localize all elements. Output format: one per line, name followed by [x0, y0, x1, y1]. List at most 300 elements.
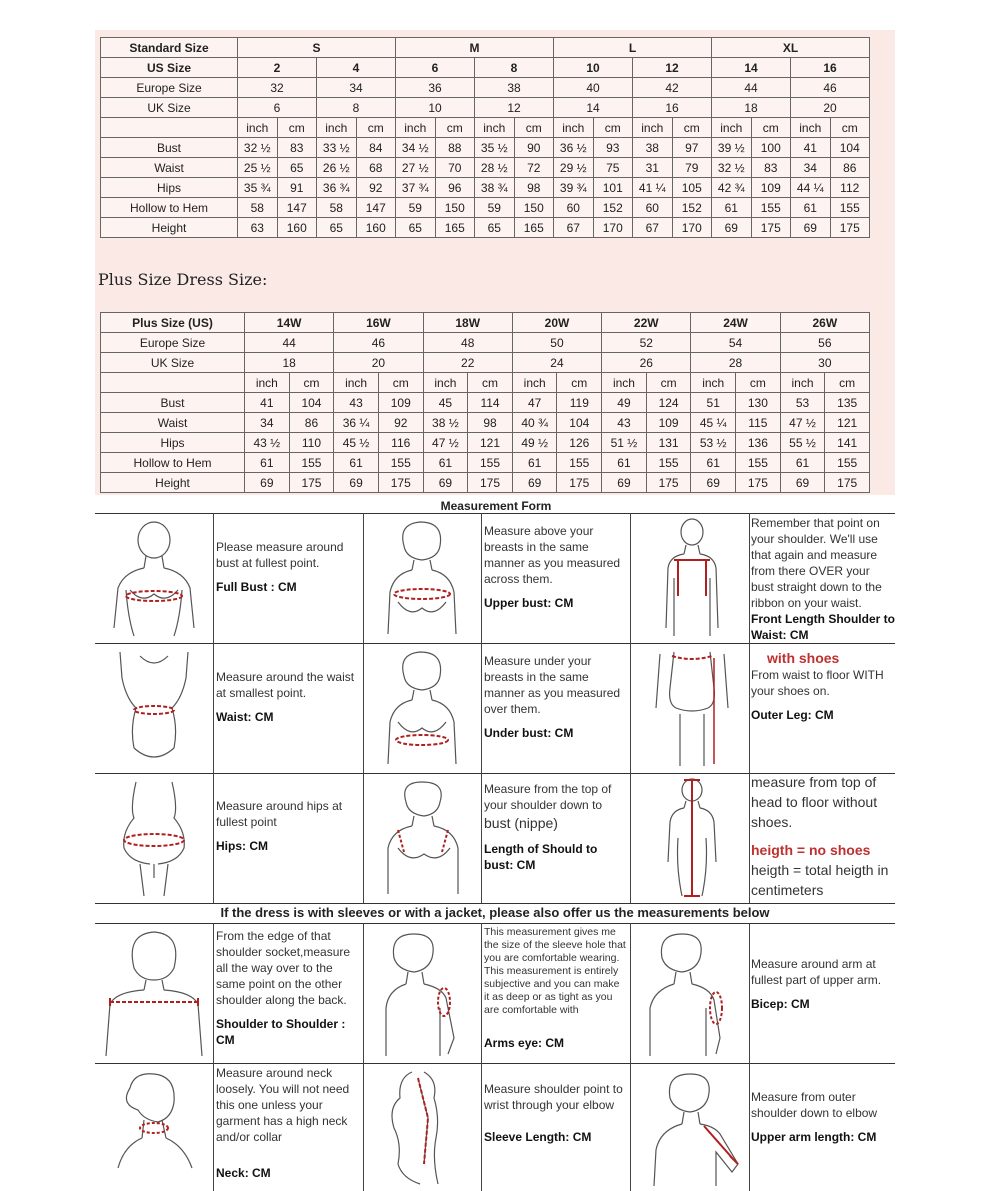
table-cell: 35 ½: [475, 138, 515, 158]
table-cell: inch: [602, 373, 647, 393]
table-cell: 56: [780, 333, 869, 353]
table-cell: XL: [712, 38, 870, 58]
table-cell: 72: [514, 158, 554, 178]
table-cell: 69: [334, 473, 379, 493]
table-row: [101, 473, 870, 493]
table-cell: 47 ½: [423, 433, 468, 453]
table-cell: cm: [646, 373, 691, 393]
table-cell: inch: [712, 118, 752, 138]
row-label: Height: [101, 218, 238, 238]
table-cell: 91: [277, 178, 317, 198]
table-cell: 16: [791, 58, 870, 78]
table-cell: 12: [475, 98, 554, 118]
arms-eye-desc: This measurement gives me the size of the sleeve hole that you are comfortable wearing. This measurement is entirely subjective and you can make it as deep or as tight as you are comfortable with: [484, 926, 626, 1016]
table-cell: 40 ¾: [512, 413, 557, 433]
table-cell: 112: [830, 178, 870, 198]
table-cell: 136: [736, 433, 781, 453]
table-cell: 175: [557, 473, 602, 493]
table-cell: 16W: [334, 313, 423, 333]
table-cell: 42 ¾: [712, 178, 752, 198]
should-to-bust-desc: Measure from the top of your shoulder down to: [484, 782, 612, 812]
bicep-desc: Measure around arm at fullest part of upper arm.: [751, 957, 882, 987]
table-cell: 61: [512, 453, 557, 473]
table-cell: 49: [602, 393, 647, 413]
table-cell: 170: [672, 218, 712, 238]
table-row: [101, 178, 870, 198]
table-cell: 135: [825, 393, 870, 413]
table-row: [101, 78, 870, 98]
table-cell: 55 ½: [780, 433, 825, 453]
table-cell: 43: [334, 393, 379, 413]
table-cell: 104: [557, 413, 602, 433]
hips-label: Hips: CM: [216, 839, 268, 853]
table-cell: L: [554, 38, 712, 58]
table-cell: 175: [751, 218, 791, 238]
table-cell: 147: [277, 198, 317, 218]
table-cell: 46: [334, 333, 423, 353]
table-cell: cm: [356, 118, 396, 138]
table-cell: 8: [475, 58, 554, 78]
full-bust-figure: [100, 518, 208, 638]
table-cell: 131: [646, 433, 691, 453]
table-cell: 59: [475, 198, 515, 218]
table-cell: 175: [378, 473, 423, 493]
table-cell: 83: [751, 158, 791, 178]
front-length-desc: Remember that point on your shoulder. We'll use that again and measure from there OVER your bust straight down to the ribbon on your waist.: [751, 516, 882, 610]
row-label: Standard Size: [101, 38, 238, 58]
upper-arm-desc: Measure from outer shoulder down to elbow: [751, 1090, 878, 1120]
table-cell: 41: [245, 393, 290, 413]
table-cell: 69: [712, 218, 752, 238]
table-row: [101, 313, 870, 333]
under-bust-cell: [484, 653, 627, 741]
table-cell: cm: [825, 373, 870, 393]
neck-label: Neck: CM: [216, 1166, 271, 1180]
row-label: Hollow to Hem: [101, 198, 238, 218]
standard-size-table: [100, 37, 870, 238]
table-cell: 38 ¾: [475, 178, 515, 198]
table-cell: 155: [289, 453, 334, 473]
table-cell: cm: [289, 373, 334, 393]
table-cell: 92: [356, 178, 396, 198]
table-row: [101, 333, 870, 353]
arms-eye-cell: [484, 926, 627, 1050]
table-cell: inch: [396, 118, 436, 138]
waist-desc: Measure around the waist at smallest point.: [216, 670, 355, 700]
table-cell: 150: [435, 198, 475, 218]
outer-leg-figure: [640, 648, 745, 768]
table-cell: 69: [245, 473, 290, 493]
table-cell: 48: [423, 333, 512, 353]
table-cell: cm: [751, 118, 791, 138]
table-cell: 45 ½: [334, 433, 379, 453]
table-cell: 44: [245, 333, 334, 353]
arms-eye-figure: [368, 928, 476, 1058]
table-cell: 175: [830, 218, 870, 238]
table-cell: 44 ¼: [791, 178, 831, 198]
table-cell: 53: [780, 393, 825, 413]
front-length-label: Front Length Shoulder to Waist: CM: [751, 612, 895, 642]
bicep-figure: [640, 928, 745, 1058]
table-cell: 20: [334, 353, 423, 373]
table-cell: 18: [245, 353, 334, 373]
table-cell: 60: [633, 198, 673, 218]
table-cell: cm: [672, 118, 712, 138]
table-cell: 160: [277, 218, 317, 238]
height-no-shoes-note: heigth = no shoes: [751, 842, 871, 858]
table-cell: 2: [238, 58, 317, 78]
table-cell: 75: [593, 158, 633, 178]
table-cell: 37 ¾: [396, 178, 436, 198]
arms-eye-label: Arms eye: CM: [484, 1036, 565, 1050]
table-cell: inch: [633, 118, 673, 138]
table-cell: cm: [514, 118, 554, 138]
upper-arm-figure: [640, 1068, 745, 1188]
row-label: Height: [101, 473, 245, 493]
table-cell: 35 ¾: [238, 178, 278, 198]
table-cell: 46: [791, 78, 870, 98]
table-cell: 33 ½: [317, 138, 357, 158]
table-cell: 10: [554, 58, 633, 78]
height-desc2: heigth = total heigth in centimeters: [751, 862, 889, 898]
row-label: UK Size: [101, 98, 238, 118]
neck-cell: [216, 1065, 360, 1181]
outer-leg-label: Outer Leg: CM: [751, 708, 834, 722]
table-cell: 18W: [423, 313, 512, 333]
outer-leg-cell: [751, 649, 895, 723]
sleeve-label: Sleeve Length: CM: [484, 1130, 592, 1144]
table-cell: 175: [736, 473, 781, 493]
table-cell: 32: [238, 78, 317, 98]
table-cell: 34 ½: [396, 138, 436, 158]
table-cell: 20: [791, 98, 870, 118]
table-cell: inch: [780, 373, 825, 393]
table-cell: cm: [435, 118, 475, 138]
table-cell: 100: [751, 138, 791, 158]
full-bust-label: Full Bust : CM: [216, 580, 297, 594]
table-cell: 36 ¼: [334, 413, 379, 433]
neck-figure: [100, 1068, 208, 1188]
table-cell: 61: [602, 453, 647, 473]
table-cell: 61: [712, 198, 752, 218]
table-cell: 28 ½: [475, 158, 515, 178]
plus-size-table: [100, 312, 870, 493]
table-cell: cm: [830, 118, 870, 138]
table-cell: 25 ½: [238, 158, 278, 178]
under-bust-label: Under bust: CM: [484, 726, 574, 740]
table-cell: 116: [378, 433, 423, 453]
table-cell: 160: [356, 218, 396, 238]
shoulder-desc: From the edge of that shoulder socket,measure all the way over to the same point on the other shoulder along the back.: [216, 929, 351, 1007]
table-cell: 96: [435, 178, 475, 198]
table-cell: 6: [396, 58, 475, 78]
row-label: Hollow to Hem: [101, 453, 245, 473]
plus-size-title: Plus Size Dress Size:: [98, 270, 268, 289]
table-cell: 109: [646, 413, 691, 433]
shoulder-to-shoulder-figure: [100, 928, 208, 1058]
table-cell: 18: [712, 98, 791, 118]
table-cell: 69: [512, 473, 557, 493]
table-cell: 28: [691, 353, 780, 373]
table-cell: 54: [691, 333, 780, 353]
row-label: UK Size: [101, 353, 245, 373]
table-cell: 61: [791, 198, 831, 218]
table-cell: 104: [830, 138, 870, 158]
row-label: [101, 373, 245, 393]
table-cell: inch: [423, 373, 468, 393]
table-cell: 52: [602, 333, 691, 353]
table-cell: 84: [356, 138, 396, 158]
table-cell: 61: [780, 453, 825, 473]
table-row: [101, 433, 870, 453]
should-to-bust-label: Length of Should to bust: CM: [484, 842, 598, 872]
table-cell: 20W: [512, 313, 601, 333]
row-label: Europe Size: [101, 333, 245, 353]
row-label: Bust: [101, 138, 238, 158]
table-row: [101, 138, 870, 158]
table-cell: 30: [780, 353, 869, 373]
table-cell: S: [238, 38, 396, 58]
table-cell: 10: [396, 98, 475, 118]
table-cell: 83: [277, 138, 317, 158]
table-cell: inch: [512, 373, 557, 393]
upper-arm-label: Upper arm length: CM: [751, 1130, 877, 1144]
table-cell: 155: [830, 198, 870, 218]
table-cell: 155: [646, 453, 691, 473]
upper-bust-cell: [484, 523, 627, 611]
table-cell: 43 ½: [245, 433, 290, 453]
table-cell: 114: [468, 393, 513, 413]
table-cell: 60: [554, 198, 594, 218]
table-cell: 39 ¾: [554, 178, 594, 198]
table-cell: 49 ½: [512, 433, 557, 453]
form-divider: [95, 1063, 895, 1064]
table-cell: 31: [633, 158, 673, 178]
under-bust-figure: [368, 648, 476, 768]
table-cell: 44: [712, 78, 791, 98]
table-cell: 59: [396, 198, 436, 218]
table-cell: 14: [554, 98, 633, 118]
upper-bust-figure: [368, 518, 476, 638]
table-cell: 155: [468, 453, 513, 473]
table-cell: 109: [378, 393, 423, 413]
table-row: [101, 453, 870, 473]
table-cell: 4: [317, 58, 396, 78]
row-label: Europe Size: [101, 78, 238, 98]
table-cell: 155: [736, 453, 781, 473]
table-cell: 65: [277, 158, 317, 178]
table-cell: 61: [245, 453, 290, 473]
table-cell: cm: [736, 373, 781, 393]
height-cell: [751, 772, 895, 900]
table-row: [101, 118, 870, 138]
table-cell: 150: [514, 198, 554, 218]
table-row: [101, 373, 870, 393]
table-cell: 175: [825, 473, 870, 493]
table-cell: 175: [289, 473, 334, 493]
table-cell: 38: [633, 138, 673, 158]
table-row: [101, 158, 870, 178]
form-divider: [95, 923, 895, 924]
form-divider: [95, 903, 895, 904]
table-cell: 90: [514, 138, 554, 158]
table-cell: 39 ½: [712, 138, 752, 158]
table-cell: inch: [245, 373, 290, 393]
bicep-label: Bicep: CM: [751, 997, 810, 1011]
table-cell: 155: [825, 453, 870, 473]
bicep-cell: [751, 956, 895, 1012]
table-cell: 121: [825, 413, 870, 433]
table-cell: 36 ¾: [317, 178, 357, 198]
table-cell: 26: [602, 353, 691, 373]
table-cell: 8: [317, 98, 396, 118]
table-cell: 101: [593, 178, 633, 198]
table-cell: cm: [557, 373, 602, 393]
table-cell: 22W: [602, 313, 691, 333]
table-cell: 98: [468, 413, 513, 433]
table-cell: 152: [672, 198, 712, 218]
waist-label: Waist: CM: [216, 710, 274, 724]
table-cell: 68: [356, 158, 396, 178]
table-cell: 155: [557, 453, 602, 473]
table-cell: 79: [672, 158, 712, 178]
table-cell: 109: [751, 178, 791, 198]
table-cell: cm: [378, 373, 423, 393]
row-label: Waist: [101, 158, 238, 178]
table-cell: 26W: [780, 313, 869, 333]
full-bust-desc: Please measure around bust at fullest point.: [216, 540, 344, 570]
table-cell: inch: [334, 373, 379, 393]
sleeve-cell: [484, 1081, 627, 1145]
row-label: Plus Size (US): [101, 313, 245, 333]
measurement-form-title: Measurement Form: [440, 499, 552, 513]
table-cell: 152: [593, 198, 633, 218]
shoulder-label: Shoulder to Shoulder : CM: [216, 1017, 346, 1047]
table-cell: 45: [423, 393, 468, 413]
table-cell: 165: [435, 218, 475, 238]
front-length-figure: [640, 518, 745, 638]
table-cell: cm: [468, 373, 513, 393]
table-cell: 69: [423, 473, 468, 493]
table-cell: 155: [378, 453, 423, 473]
table-cell: 51: [691, 393, 736, 413]
table-cell: 115: [736, 413, 781, 433]
table-row: [101, 218, 870, 238]
height-desc: measure from top of head to floor without shoes.: [751, 774, 878, 830]
row-label: Bust: [101, 393, 245, 413]
table-cell: 124: [646, 393, 691, 413]
table-cell: 43: [602, 413, 647, 433]
table-cell: 42: [633, 78, 712, 98]
table-cell: 93: [593, 138, 633, 158]
table-cell: 47: [512, 393, 557, 413]
table-cell: 32 ½: [712, 158, 752, 178]
table-cell: 92: [378, 413, 423, 433]
table-cell: 65: [317, 218, 357, 238]
table-cell: 175: [468, 473, 513, 493]
table-cell: 58: [317, 198, 357, 218]
table-cell: 119: [557, 393, 602, 413]
table-cell: 61: [334, 453, 379, 473]
table-cell: 69: [780, 473, 825, 493]
full-bust-cell: [216, 539, 360, 595]
waist-figure: [100, 648, 208, 768]
table-cell: 58: [238, 198, 278, 218]
should-to-bust-cell: [484, 781, 627, 873]
table-cell: 105: [672, 178, 712, 198]
table-cell: cm: [277, 118, 317, 138]
row-label: [101, 118, 238, 138]
table-cell: 38 ½: [423, 413, 468, 433]
table-cell: 24: [512, 353, 601, 373]
table-cell: 155: [751, 198, 791, 218]
table-cell: 69: [602, 473, 647, 493]
row-label: Hips: [101, 178, 238, 198]
row-label: US Size: [101, 58, 238, 78]
neck-desc: Measure around neck loosely. You will not need this one unless your garment has a high neck and/or collar: [216, 1066, 350, 1144]
table-cell: 29 ½: [554, 158, 594, 178]
table-cell: 34: [791, 158, 831, 178]
table-cell: 88: [435, 138, 475, 158]
table-cell: 22: [423, 353, 512, 373]
table-cell: 130: [736, 393, 781, 413]
table-cell: 61: [691, 453, 736, 473]
table-row: [101, 353, 870, 373]
table-cell: 45 ¼: [691, 413, 736, 433]
table-cell: 69: [691, 473, 736, 493]
table-cell: 170: [593, 218, 633, 238]
table-row: [101, 393, 870, 413]
row-label: Hips: [101, 433, 245, 453]
table-row: [101, 38, 870, 58]
table-cell: inch: [691, 373, 736, 393]
table-cell: 98: [514, 178, 554, 198]
outer-leg-shoes-note: with shoes: [767, 650, 840, 666]
table-cell: 67: [633, 218, 673, 238]
table-cell: inch: [475, 118, 515, 138]
table-cell: inch: [238, 118, 278, 138]
front-length-cell: [751, 515, 895, 643]
table-cell: 121: [468, 433, 513, 453]
table-cell: 65: [396, 218, 436, 238]
table-cell: 70: [435, 158, 475, 178]
hips-desc: Measure around hips at fullest point: [216, 799, 343, 829]
table-cell: cm: [593, 118, 633, 138]
table-cell: 50: [512, 333, 601, 353]
table-cell: M: [396, 38, 554, 58]
measurement-form: [95, 513, 895, 1191]
table-cell: 61: [423, 453, 468, 473]
height-figure: [640, 778, 745, 898]
table-cell: 63: [238, 218, 278, 238]
upper-bust-desc: Measure above your breasts in the same manner as you measured across them.: [484, 524, 621, 586]
table-cell: 67: [554, 218, 594, 238]
table-cell: 165: [514, 218, 554, 238]
sleeve-desc: Measure shoulder point to wrist through your elbow: [484, 1082, 623, 1112]
under-bust-desc: Measure under your breasts in the same manner as you measured over them.: [484, 654, 621, 716]
table-cell: 16: [633, 98, 712, 118]
table-cell: 36: [396, 78, 475, 98]
row-label: Waist: [101, 413, 245, 433]
hips-figure: [100, 778, 208, 898]
table-cell: inch: [317, 118, 357, 138]
table-cell: 14: [712, 58, 791, 78]
hips-cell: [216, 798, 360, 854]
table-cell: inch: [554, 118, 594, 138]
table-cell: 47 ½: [780, 413, 825, 433]
table-row: [101, 98, 870, 118]
table-cell: 104: [289, 393, 334, 413]
